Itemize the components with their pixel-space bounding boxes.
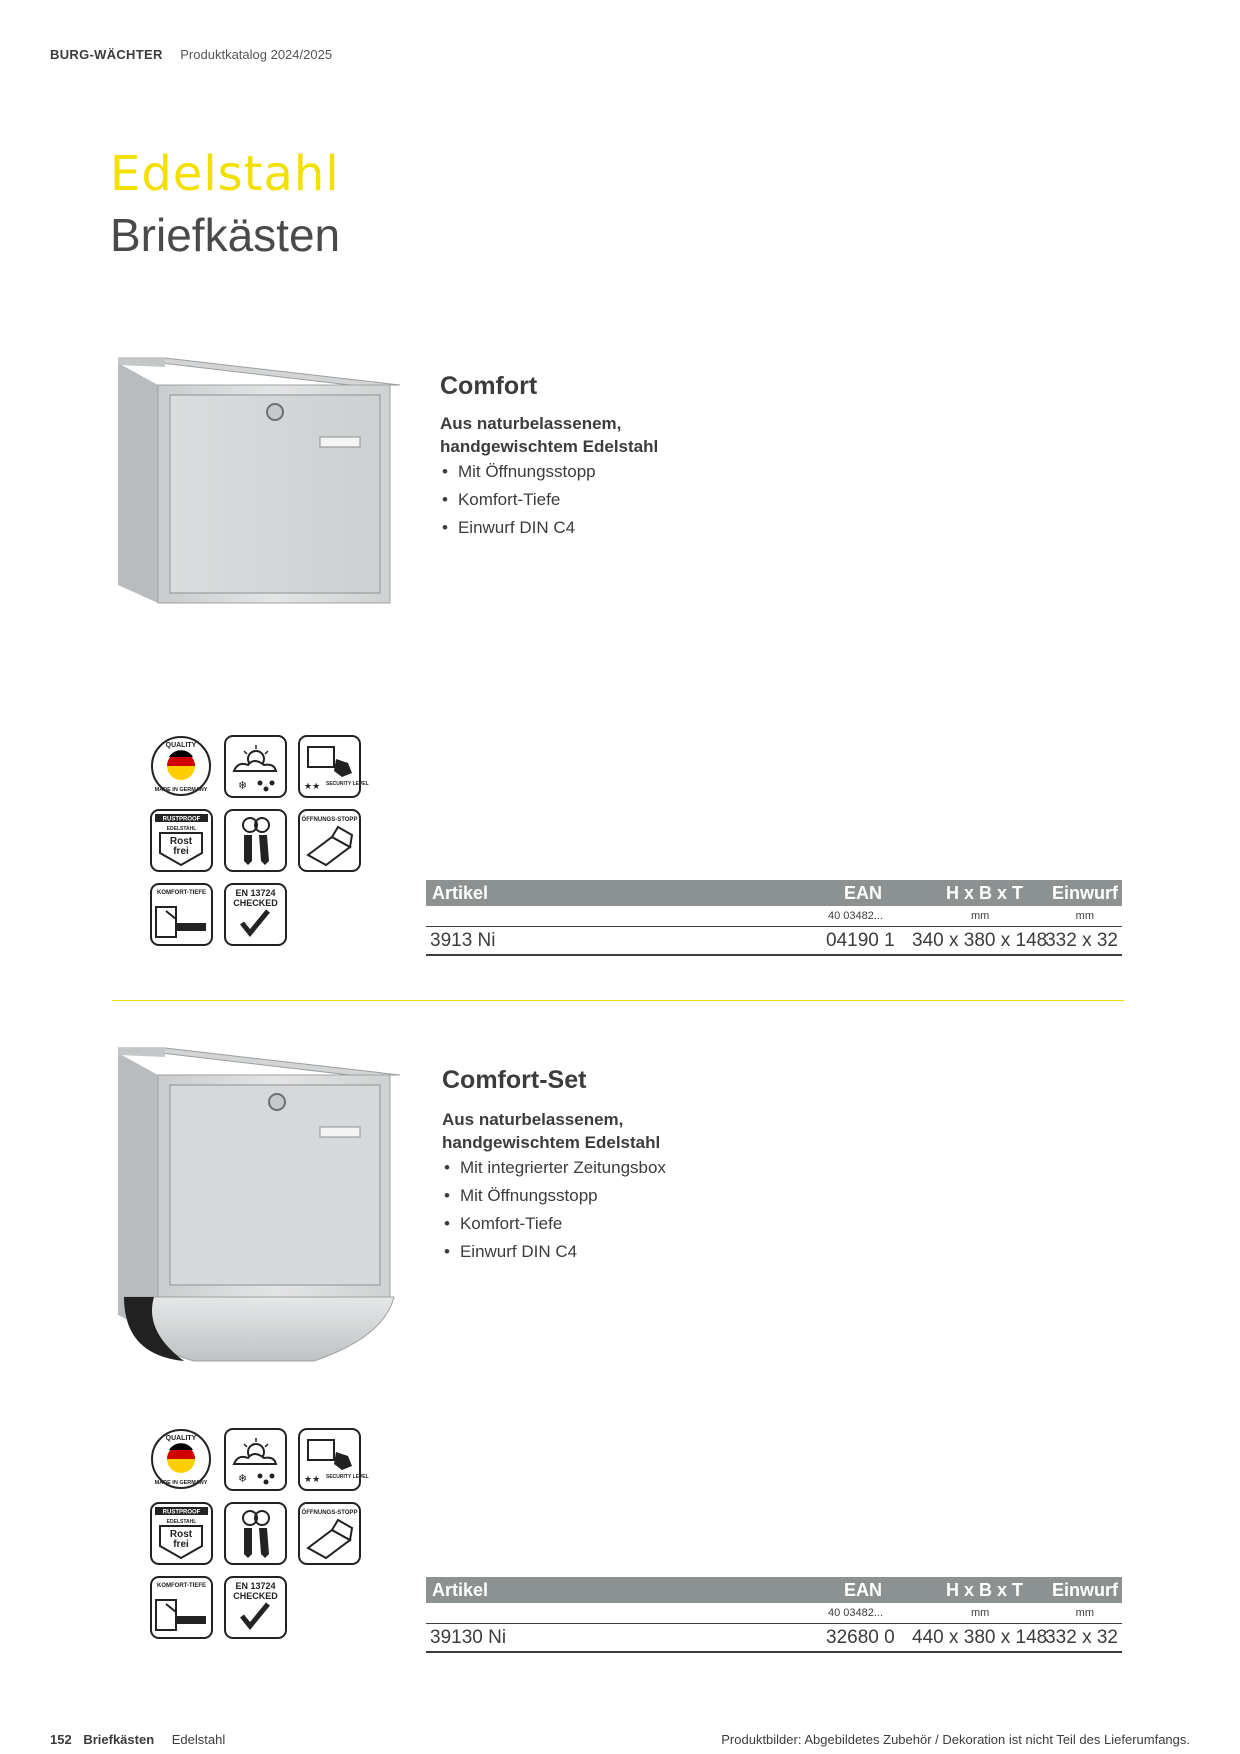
col-ean: EAN (844, 883, 883, 903)
col-ean: EAN (844, 1580, 883, 1600)
made-in-germany-label: MADE IN GERMANY (154, 787, 208, 793)
svg-text:★★: ★★ (304, 781, 321, 791)
section-divider (112, 1000, 1124, 1001)
edelstahl-label: EDELSTAHL (166, 1519, 197, 1525)
quality-made-in-germany-icon (150, 735, 212, 797)
page-footer (50, 1732, 225, 1747)
opening-stop-icon (298, 1502, 361, 1565)
security-label: SECURITY LEVEL (326, 781, 369, 787)
product-subtitle-line2: handgewischtem Edelstahl (442, 1133, 661, 1152)
cell-ean: 04190 1 (826, 930, 895, 951)
col-artikel: Artikel (432, 1580, 489, 1600)
checked-label: CHECKED (233, 1591, 278, 1601)
en-label: EN 13724 (235, 1581, 276, 1591)
feature-item: • Komfort-Tiefe (444, 1210, 666, 1238)
komfort-tiefe-label: KOMFORT-TIEFE (157, 890, 206, 896)
catalog-name: Produktkatalog 2024/2025 (180, 47, 333, 62)
product-table (426, 880, 1122, 956)
product-image-comfort-set (110, 1045, 400, 1380)
en-label: EN 13724 (235, 888, 276, 898)
en-13724-checked-icon (224, 1576, 287, 1639)
table-units (426, 1603, 1122, 1624)
quality-made-in-germany-icon (150, 1428, 212, 1490)
quality-label: QUALITY (165, 1435, 197, 1442)
feature-item: • Einwurf DIN C4 (442, 514, 596, 542)
cell-hbt: 440 x 380 x 148 (912, 1627, 1048, 1648)
feature-item: • Einwurf DIN C4 (444, 1238, 666, 1266)
col-artikel: Artikel (432, 883, 489, 903)
keys-icon (224, 809, 287, 872)
footer-subsection: Edelstahl (171, 1732, 226, 1747)
oeffnungsstopp-label: ÖFFNUNGS-STOPP (301, 817, 358, 823)
rustproof-label: RUSTPROOF (162, 1509, 201, 1516)
svg-text:★★: ★★ (304, 1474, 321, 1484)
svg-text:❄: ❄ (238, 780, 248, 792)
footer-section: Briefkästen (83, 1732, 155, 1747)
security-label: SECURITY LEVEL (326, 1474, 369, 1480)
keys-icon (224, 1502, 287, 1565)
ean-prefix: 40 03482... (828, 1607, 884, 1619)
svg-text:❄: ❄ (238, 1473, 248, 1485)
weather-resistant-icon (224, 1428, 287, 1491)
cell-artikel: 39130 Ni (430, 1627, 507, 1648)
komfort-tiefe-label: KOMFORT-TIEFE (157, 1583, 206, 1589)
product-name: Comfort-Set (442, 1066, 587, 1094)
product-name: Comfort (440, 372, 538, 400)
table-units (426, 906, 1122, 927)
table-row (426, 927, 1122, 956)
quality-label: QUALITY (165, 742, 197, 749)
feature-item: • Mit Öffnungsstopp (442, 458, 596, 486)
footer-note: Produktbilder: Abgebildetes Zubehör / Dekoration ist nicht Teil des Lieferumfangs. (721, 1732, 1190, 1747)
col-hbt: H x B x T (946, 1580, 1024, 1600)
oeffnungsstopp-label: ÖFFNUNGS-STOPP (301, 1510, 358, 1516)
title-briefkaesten: Briefkästen (110, 209, 341, 261)
frei-label: frei (173, 1539, 189, 1550)
made-in-germany-label: MADE IN GERMANY (154, 1480, 208, 1486)
opening-stop-icon (298, 809, 361, 872)
rustproof-icon (150, 1502, 213, 1565)
product-subtitle-line2: handgewischtem Edelstahl (440, 437, 659, 456)
feature-item: • Mit integrierter Zeitungsbox (444, 1154, 666, 1182)
table-header (426, 880, 1122, 906)
page-header (50, 47, 332, 62)
rost-label: Rost (169, 1529, 193, 1540)
security-level-icon (298, 735, 369, 798)
frei-label: frei (173, 846, 189, 857)
page-number: 152 (50, 1732, 72, 1747)
cell-einwurf: 332 x 32 (1045, 930, 1118, 951)
feature-item: • Mit Öffnungsstopp (444, 1182, 666, 1210)
product-subtitle (442, 1108, 660, 1154)
einwurf-unit: mm (1075, 910, 1094, 922)
einwurf-unit: mm (1075, 1607, 1094, 1619)
cell-hbt: 340 x 380 x 148 (912, 930, 1048, 951)
rustproof-label: RUSTPROOF (162, 816, 201, 823)
product-subtitle (440, 412, 658, 458)
hbt-unit: mm (971, 910, 990, 922)
feature-list (444, 1154, 666, 1266)
product-subtitle-line1: Aus naturbelassenem, (442, 1110, 624, 1129)
rustproof-icon (150, 809, 213, 872)
cell-einwurf: 332 x 32 (1045, 1627, 1118, 1648)
rost-label: Rost (169, 836, 193, 847)
table-header (426, 1577, 1122, 1603)
feature-list (442, 458, 596, 542)
title-edelstahl: Edelstahl (110, 146, 340, 202)
col-einwurf: Einwurf (1052, 1580, 1118, 1600)
en-13724-checked-icon (224, 883, 287, 946)
comfort-depth-icon (150, 1576, 213, 1639)
edelstahl-label: EDELSTAHL (166, 826, 197, 832)
weather-resistant-icon (224, 735, 287, 798)
brand-name: BURG-WÄCHTER (50, 47, 163, 62)
security-level-icon (298, 1428, 369, 1491)
ean-prefix: 40 03482... (828, 910, 884, 922)
col-hbt: H x B x T (946, 883, 1024, 903)
icon-group (150, 735, 370, 955)
hbt-unit: mm (971, 1607, 990, 1619)
feature-item: • Komfort-Tiefe (442, 486, 596, 514)
col-einwurf: Einwurf (1052, 883, 1118, 903)
product-subtitle-line1: Aus naturbelassenem, (440, 414, 622, 433)
icon-group (150, 1428, 370, 1648)
cell-artikel: 3913 Ni (430, 930, 496, 951)
product-image-comfort (110, 355, 400, 610)
table-row (426, 1624, 1122, 1653)
product-table (426, 1577, 1122, 1653)
checked-label: CHECKED (233, 898, 278, 908)
comfort-depth-icon (150, 883, 213, 946)
cell-ean: 32680 0 (826, 1627, 895, 1648)
